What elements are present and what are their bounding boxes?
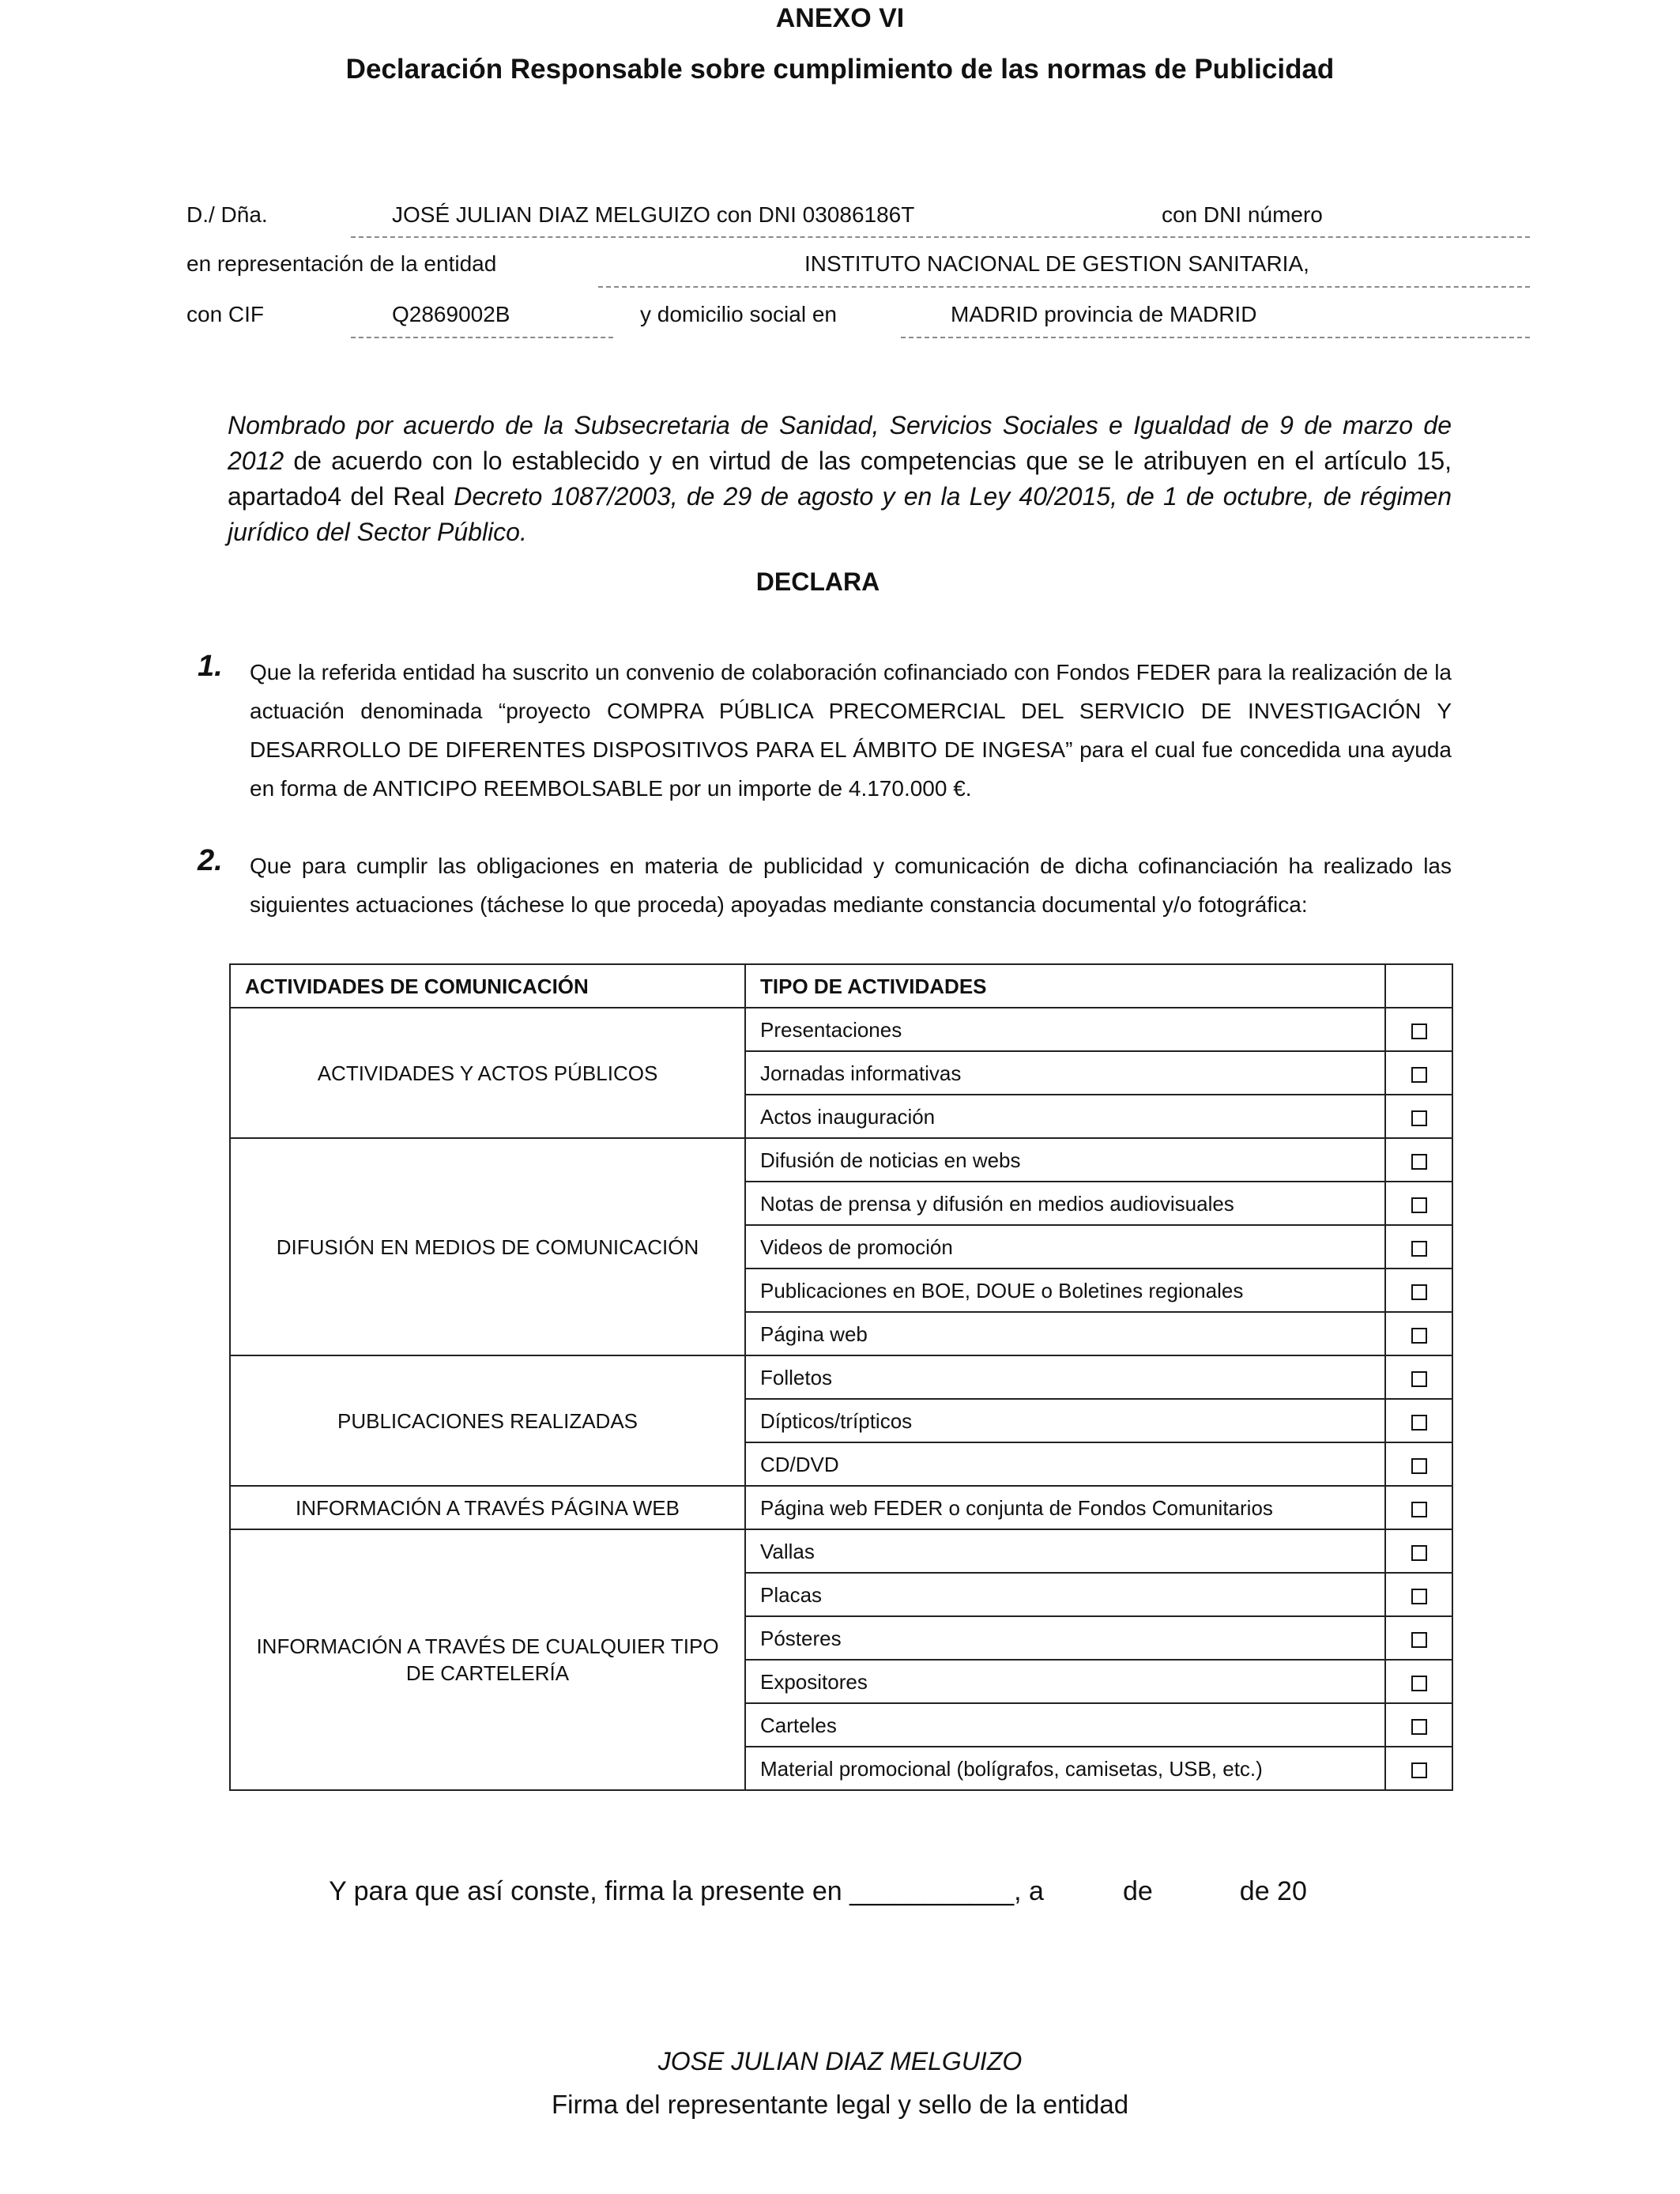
checkbox-cell (1385, 1312, 1452, 1355)
intro-paragraph (228, 408, 1452, 550)
intro-competence-text: de acuerdo con lo establecido y en virtud de las competencias que se le atribuyen en el artículo 15, apartado4 del Real (228, 447, 1452, 511)
closing-text: Y para que así conste, firma la presente en (329, 1876, 842, 1906)
checkbox-cell (1385, 1095, 1452, 1138)
table-row (230, 1138, 1452, 1182)
activity-checkbox[interactable] (1411, 1241, 1427, 1257)
name-field-value[interactable]: JOSÉ JULIAN DIAZ MELGUIZO con DNI 03086186T (392, 202, 915, 227)
activity-checkbox[interactable] (1411, 1545, 1427, 1561)
declara-heading: DECLARA (755, 567, 880, 596)
activity-type: Jornadas informativas (745, 1051, 1385, 1095)
header-activity-types: TIPO DE ACTIVIDADES (745, 964, 1385, 1008)
activity-category: INFORMACIÓN A TRAVÉS PÁGINA WEB (230, 1486, 745, 1529)
activity-type: Pósteres (745, 1616, 1385, 1660)
checkbox-cell (1385, 1269, 1452, 1312)
activity-type: Videos de promoción (745, 1225, 1385, 1269)
activity-type: Folletos (745, 1355, 1385, 1399)
table-row (230, 1008, 1452, 1051)
activity-type: Material promocional (bolígrafos, camisetas, USB, etc.) (745, 1747, 1385, 1790)
entity-field-line (598, 286, 1530, 288)
table-row (230, 1355, 1452, 1399)
activity-type: Difusión de noticias en webs (745, 1138, 1385, 1182)
month-prefix: de (1122, 1876, 1153, 1906)
activity-checkbox[interactable] (1411, 1719, 1427, 1735)
activity-category: INFORMACIÓN A TRAVÉS DE CUALQUIER TIPO DE CARTELERÍA (230, 1529, 745, 1790)
activity-checkbox[interactable] (1411, 1328, 1427, 1344)
header-communication-activities: ACTIVIDADES DE COMUNICACIÓN (230, 964, 745, 1008)
closing-date-prefix: , a (1014, 1876, 1044, 1906)
activity-type: Página web (745, 1312, 1385, 1355)
activity-checkbox[interactable] (1411, 1762, 1427, 1778)
signature-caption: Firma del representante legal y sello de la entidad (551, 2090, 1129, 2119)
cif-field-line (351, 337, 613, 338)
activity-checkbox[interactable] (1411, 1197, 1427, 1213)
checkbox-cell (1385, 1399, 1452, 1442)
name-label: D./ Dña. (186, 202, 268, 227)
annex-title: ANEXO VI (775, 3, 905, 33)
entity-field-value[interactable]: INSTITUTO NACIONAL DE GESTION SANITARIA, (804, 251, 1309, 276)
activity-checkbox[interactable] (1411, 1067, 1427, 1083)
activity-type: CD/DVD (745, 1442, 1385, 1486)
table-row (230, 1529, 1452, 1573)
document-title: Declaración Responsable sobre cumplimiento de las normas de Publicidad (345, 54, 1335, 85)
year-prefix: de 20 (1239, 1876, 1307, 1906)
activity-checkbox[interactable] (1411, 1284, 1427, 1300)
item-1-text: Que la referida entidad ha suscrito un convenio de colaboración cofinanciado con Fondos FEDER para la realización de la actuación denominada “proyecto COMPRA PÚBLICA PRECOMERCIAL DEL SERVICIO DE INVESTIGACIÓN Y DESARROLLO DE DIFERENTES DISPOSITIVOS PARA EL ÁMBITO DE INGESA” para el cual fue concedida una ayuda en forma de ANTICIPO REEMBOLSABLE por un importe de 4.170.000 €. (250, 660, 1452, 801)
activity-type: Dípticos/trípticos (745, 1399, 1385, 1442)
checkbox-cell (1385, 1008, 1452, 1051)
activities-table (229, 963, 1453, 1791)
activity-checkbox[interactable] (1411, 1458, 1427, 1474)
name-field-line (351, 236, 1530, 238)
item-number: 1. (198, 650, 223, 683)
signer-name: JOSE JULIAN DIAZ MELGUIZO (657, 2047, 1023, 2075)
activity-type: Vallas (745, 1529, 1385, 1573)
activity-checkbox[interactable] (1411, 1023, 1427, 1039)
checkbox-cell (1385, 1573, 1452, 1616)
cif-label: con CIF (186, 302, 265, 326)
header-check-column (1385, 964, 1452, 1008)
activity-checkbox[interactable] (1411, 1676, 1427, 1691)
address-field-line (901, 337, 1530, 338)
activity-checkbox[interactable] (1411, 1502, 1427, 1517)
checkbox-cell (1385, 1703, 1452, 1747)
place-blank[interactable]: ___________ (849, 1876, 1015, 1906)
activities-table-body (230, 1008, 1452, 1790)
checkbox-cell (1385, 1355, 1452, 1399)
activity-type: Expositores (745, 1660, 1385, 1703)
activity-type: Placas (745, 1573, 1385, 1616)
closing-statement (0, 1876, 1636, 1907)
activity-type: Carteles (745, 1703, 1385, 1747)
activity-type: Página web FEDER o conjunta de Fondos Comunitarios (745, 1486, 1385, 1529)
address-field-value[interactable]: MADRID provincia de MADRID (951, 302, 1257, 326)
intro-legal-reference: Decreto 1087/2003, de 29 de agosto y en la Ley 40/2015, de 1 de octubre, de régimen jurídico del Sector Público. (228, 482, 1452, 546)
activity-checkbox[interactable] (1411, 1154, 1427, 1170)
activity-type: Presentaciones (745, 1008, 1385, 1051)
checkbox-cell (1385, 1529, 1452, 1573)
activity-checkbox[interactable] (1411, 1632, 1427, 1648)
dni-label: con DNI número (1162, 202, 1323, 227)
activity-type: Publicaciones en BOE, DOUE o Boletines regionales (745, 1269, 1385, 1312)
activity-checkbox[interactable] (1411, 1415, 1427, 1431)
table-header-row (230, 964, 1452, 1008)
activity-category: PUBLICACIONES REALIZADAS (230, 1355, 745, 1486)
activity-category: ACTIVIDADES Y ACTOS PÚBLICOS (230, 1008, 745, 1138)
checkbox-cell (1385, 1486, 1452, 1529)
item-number: 2. (198, 844, 223, 877)
activity-checkbox[interactable] (1411, 1371, 1427, 1387)
checkbox-cell (1385, 1225, 1452, 1269)
checkbox-cell (1385, 1660, 1452, 1703)
checkbox-cell (1385, 1182, 1452, 1225)
activity-checkbox[interactable] (1411, 1589, 1427, 1604)
checkbox-cell (1385, 1442, 1452, 1486)
activity-type: Actos inauguración (745, 1095, 1385, 1138)
checkbox-cell (1385, 1138, 1452, 1182)
activity-checkbox[interactable] (1411, 1110, 1427, 1126)
checkbox-cell (1385, 1616, 1452, 1660)
activity-category: DIFUSIÓN EN MEDIOS DE COMUNICACIÓN (230, 1138, 745, 1355)
intro-appointment-text: Nombrado por acuerdo de la Subsecretaria de Sanidad, Servicios Sociales e Igualdad de 9 de marzo de 2012 (228, 411, 1452, 475)
activity-type: Notas de prensa y difusión en medios audiovisuales (745, 1182, 1385, 1225)
cif-field-value[interactable]: Q2869002B (392, 302, 510, 326)
checkbox-cell (1385, 1051, 1452, 1095)
address-label: y domicilio social en (640, 302, 837, 326)
checkbox-cell (1385, 1747, 1452, 1790)
entity-label: en representación de la entidad (186, 251, 497, 276)
table-row (230, 1486, 1452, 1529)
item-2-text: Que para cumplir las obligaciones en materia de publicidad y comunicación de dicha cofinanciación ha realizado las siguientes actuaciones (táchese lo que proceda) apoyadas mediante constancia documental y/o fotográfica: (250, 854, 1452, 917)
